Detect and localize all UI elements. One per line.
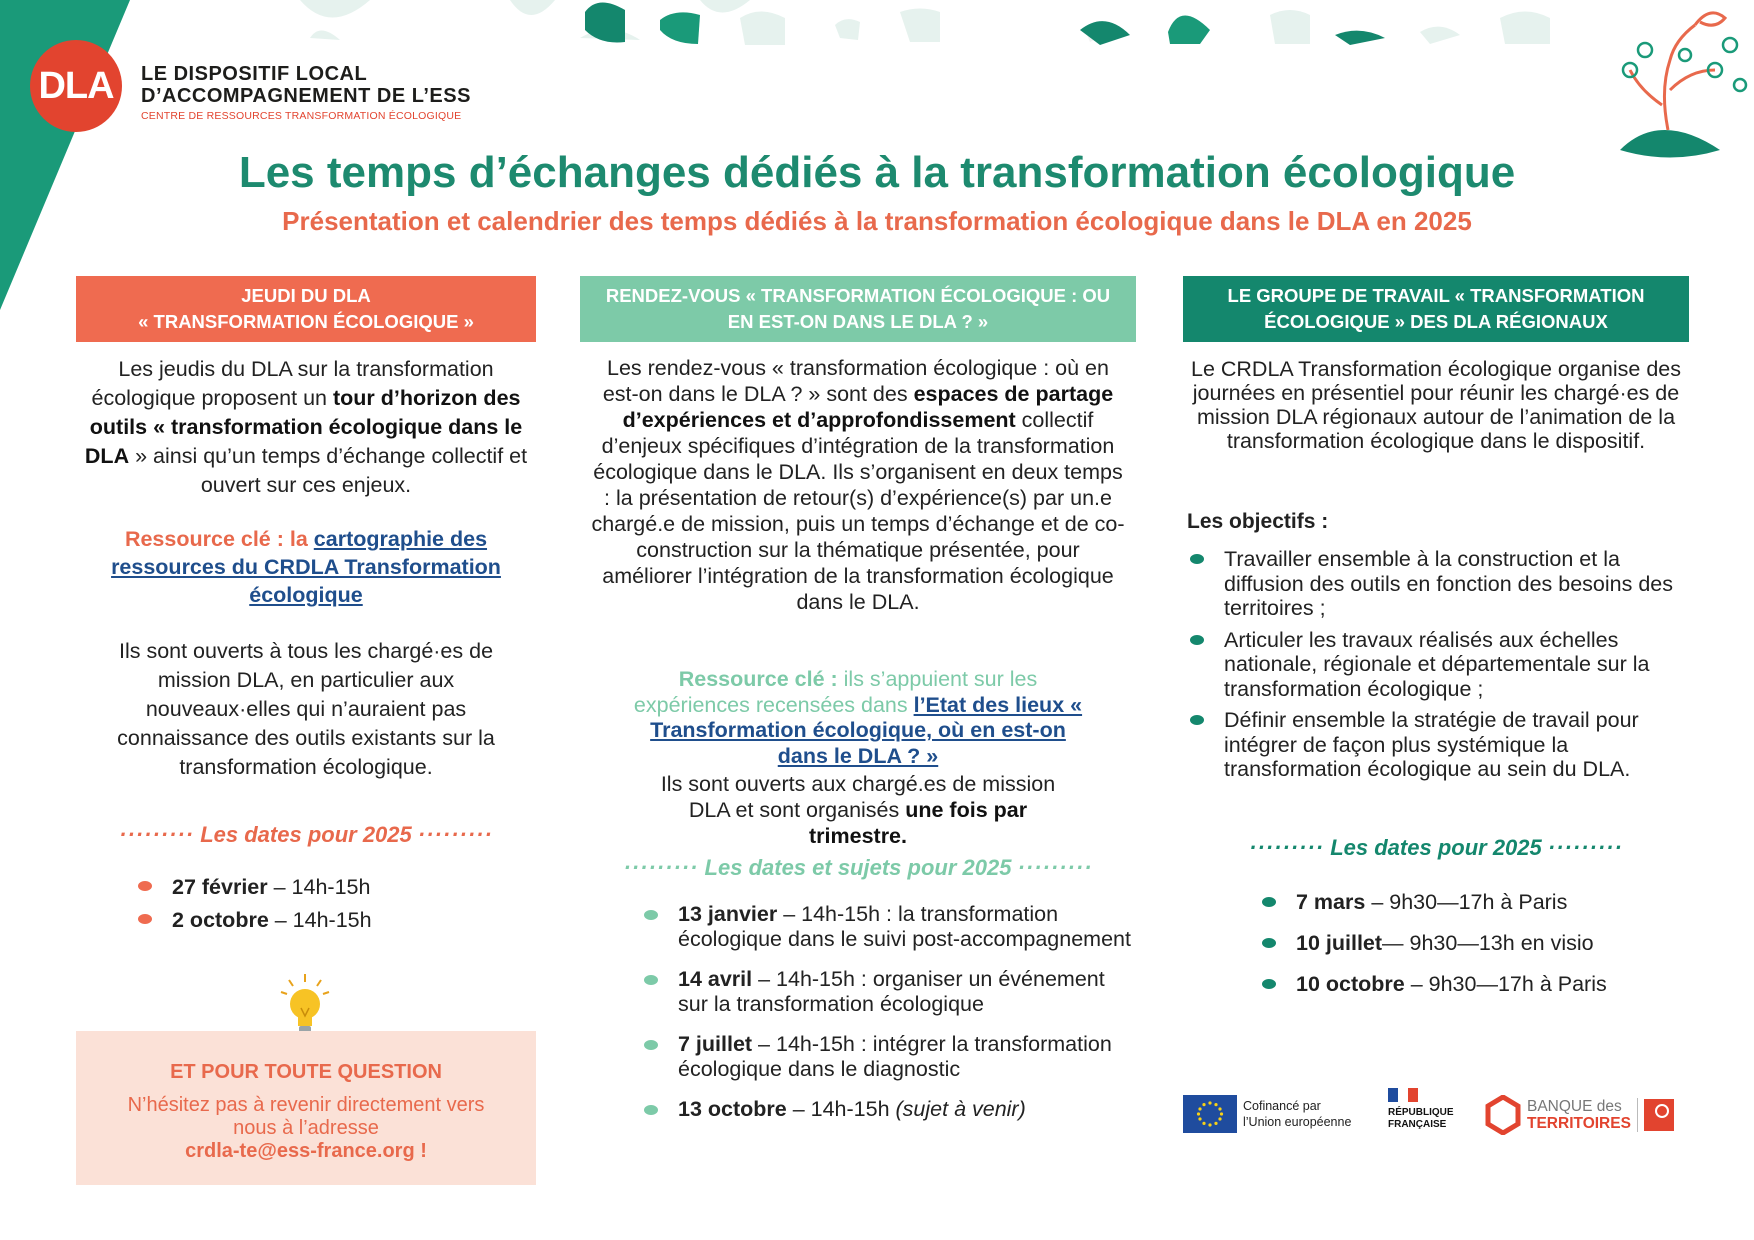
col2-intro-bold: espaces de partage d’expériences et d’approfondissement <box>622 382 1114 432</box>
list-item <box>138 871 372 904</box>
col3-header <box>1183 276 1689 342</box>
list-item <box>1262 964 1607 1005</box>
bullet-icon <box>1190 554 1204 564</box>
bullet-icon <box>644 1105 658 1115</box>
col1-header-line1: JEUDI DU DLA <box>241 285 371 306</box>
brand-line3: CENTRE DE RESSOURCES TRANSFORMATION ÉCOLOGIQUE <box>141 110 462 122</box>
col1-dates-title <box>76 822 536 848</box>
objective-text: Définir ensemble la stratégie de travail pour intégrer de façon plus systémique la transformation écologique au sein du DLA. <box>1224 708 1639 781</box>
col2-dates-title-text: Les dates et sujets pour 2025 <box>704 855 1012 880</box>
bullet-icon <box>1190 715 1204 725</box>
brand-line1: LE DISPOSITIF LOCAL <box>141 63 368 85</box>
col3-header-line2: ÉCOLOGIQUE » DES DLA RÉGIONAUX <box>1264 311 1608 332</box>
objective-text: Travailler ensemble à la construction et la diffusion des outils en fonction des besoins des territoires ; <box>1224 547 1674 620</box>
col2-resource <box>580 667 1136 769</box>
hexagon-icon <box>1485 1095 1521 1135</box>
bullet-icon <box>1262 897 1276 907</box>
eu-logo <box>1183 1095 1351 1133</box>
col2-header-line2: EN EST-ON DANS LE DLA ? » <box>727 311 989 332</box>
marianne-icon <box>1388 1088 1418 1102</box>
bdt-line1: BANQUE des <box>1527 1098 1622 1115</box>
dotted-line-right: ········· <box>1547 835 1623 860</box>
date-italic: (sujet à venir) <box>895 1097 1026 1121</box>
bullet-icon <box>1262 938 1276 948</box>
republique-francaise-logo <box>1388 1088 1468 1131</box>
question-box <box>76 1031 536 1185</box>
brand-line2: D’ACCOMPAGNEMENT DE L’ESS <box>141 85 471 107</box>
col3-header-line1: LE GROUPE DE TRAVAIL « TRANSFORMATION <box>1227 285 1645 306</box>
col1-resource <box>76 525 536 609</box>
date-rest: – 9h30—17h à Paris <box>1404 972 1607 996</box>
date-rest: – 9h30—17h à Paris <box>1365 890 1568 914</box>
col2-intro-text2: collectif d’enjeux spécifiques d’intégration de la transformation écologique dans le DLA. Ils s’organisent en deux temps : la présentation de retour(s) d’expérience(s) par un.e chargé.e de mission, puis un temps d’échange et de co-construction sur la thématique présentée, pour améliorer l’intégration de la transformation écologique dans le DLA. <box>591 408 1125 614</box>
eu-line1: Cofinancé par <box>1243 1099 1321 1113</box>
bullet-icon <box>644 975 658 985</box>
col1-intro-text: Les jeudis du DLA sur la transformation écologique proposent un <box>91 357 494 410</box>
dotted-line-left: ········· <box>119 822 195 847</box>
dla-logo: DLA <box>30 40 122 132</box>
date-rest: – 14h-15h <box>268 908 372 932</box>
list-item <box>644 1032 1134 1081</box>
caisse-des-depots-icon <box>1644 1099 1674 1131</box>
bullet-icon <box>644 910 658 920</box>
col1-dates-list <box>138 871 372 937</box>
col3-dates-title-text: Les dates pour 2025 <box>1330 835 1542 860</box>
col3-dates-list <box>1262 882 1607 1005</box>
divider <box>1637 1098 1638 1132</box>
banque-des-territoires-logo <box>1485 1095 1674 1135</box>
bullet-icon <box>138 881 152 891</box>
page-subtitle: Présentation et calendrier des temps dédiés à la transformation écologique dans le DLA en 2025 <box>282 206 1472 236</box>
date-rest: – 14h-15h : la transformation écologique dans le suivi post-accompagnement <box>678 902 1131 951</box>
date-rest: — 9h30—13h en visio <box>1382 931 1594 955</box>
col2-dates-title <box>580 855 1136 881</box>
col3-objectives-title: Les objectifs : <box>1187 510 1329 533</box>
col2-dates-list <box>644 902 1134 1122</box>
bdt-line2: TERRITOIRES <box>1527 1115 1631 1132</box>
list-item <box>1190 628 1690 702</box>
col1-audience: Ils sont ouverts à tous les chargé·es de mission DLA, en particulier aux nouveaux·elles qui n’auraient pas connaissance des outils existants sur la transformation écologique. <box>117 639 495 779</box>
date-bold: 7 mars <box>1296 890 1366 914</box>
dotted-line-left: ········· <box>1249 835 1325 860</box>
date-bold: 10 juillet <box>1296 931 1383 955</box>
col1-resource-link[interactable]: cartographie des ressources du CRDLA Transformation écologique <box>111 527 501 607</box>
decorative-leaves <box>280 0 1600 50</box>
col2-audience-text: Ils sont ouverts aux chargé.es de mission DLA et sont organisés <box>660 772 1056 822</box>
question-email[interactable]: crdla-te@ess-france.org ! <box>185 1140 427 1162</box>
page-title: Les temps d’échanges dédiés à la transformation écologique <box>238 148 1516 197</box>
question-text: N’hésitez pas à revenir directement vers nous à l’adresse <box>127 1094 485 1139</box>
objective-text: Articuler les travaux réalisés aux échelles nationale, régionale et départementale sur la transformation écologique ; <box>1224 627 1650 701</box>
col2-header-line1: RENDEZ-VOUS « TRANSFORMATION ÉCOLOGIQUE : OU <box>605 285 1111 306</box>
date-bold: 13 octobre <box>678 1097 787 1121</box>
list-item <box>1262 923 1607 964</box>
col2-intro-text: Les rendez-vous « transformation écologique : où en est-on dans le DLA ? » sont des <box>602 356 1109 406</box>
bullet-icon <box>1262 979 1276 989</box>
date-bold: 14 avril <box>678 967 753 991</box>
col2-resource-link[interactable]: l’Etat des lieux « Transformation écologique, où en est-on dans le DLA ? » <box>650 692 1083 768</box>
list-item <box>644 967 1134 1016</box>
col1-intro <box>76 355 536 500</box>
col1-intro-text2: » ainsi qu’un temps d’échange collectif et ouvert sur ces enjeux. <box>129 444 528 497</box>
col1-intro-bold: tour d’horizon des outils « transformation écologique dans le DLA <box>84 386 523 468</box>
list-item <box>1190 547 1690 621</box>
col2-resource-text: ils s’appuient sur les expériences recensées dans <box>633 667 1038 717</box>
eu-flag-icon <box>1183 1095 1237 1133</box>
bullet-icon <box>644 1040 658 1050</box>
col2-intro <box>580 355 1136 615</box>
col2-header <box>580 276 1136 342</box>
date-rest: – 14h-15h <box>267 875 371 899</box>
col1-header <box>76 276 536 342</box>
list-item <box>1190 708 1690 782</box>
col2-audience <box>580 771 1136 849</box>
dotted-line-right: ········· <box>1017 855 1093 880</box>
dotted-line-right: ········· <box>417 822 493 847</box>
plant-illustration <box>1600 0 1750 160</box>
list-item <box>138 904 372 937</box>
date-rest: – 14h-15h <box>786 1097 896 1121</box>
date-bold: 13 janvier <box>678 902 778 926</box>
rf-line2: FRANÇAISE <box>1388 1119 1447 1130</box>
list-item <box>644 1097 1134 1122</box>
date-bold: 7 juillet <box>678 1032 753 1056</box>
date-bold: 27 février <box>172 875 268 899</box>
date-rest: – 14h-15h : organiser un événement sur la transformation écologique <box>678 967 1105 1016</box>
brand-block <box>141 63 471 125</box>
question-title: ET POUR TOUTE QUESTION <box>170 1061 442 1083</box>
col3-objectives-list <box>1190 547 1690 782</box>
dotted-line-left: ········· <box>623 855 699 880</box>
col3-intro: Le CRDLA Transformation écologique organise des journées en présentiel pour réunir les chargé·es de mission DLA régionaux autour de l’animation de la transformation écologique dans le dispositif. <box>1190 357 1681 453</box>
date-bold: 2 octobre <box>172 908 269 932</box>
list-item <box>1262 882 1607 923</box>
bullet-icon <box>138 914 152 924</box>
date-rest: – 14h-15h : intégrer la transformation écologique dans le diagnostic <box>678 1032 1112 1081</box>
col3-dates-title <box>1183 835 1689 861</box>
rf-line1: RÉPUBLIQUE <box>1388 1107 1454 1118</box>
date-bold: 10 octobre <box>1296 972 1405 996</box>
bullet-icon <box>1190 635 1204 645</box>
col1-dates-title-text: Les dates pour 2025 <box>200 822 412 847</box>
eu-line2: l’Union européenne <box>1243 1115 1352 1129</box>
col2-resource-label: Ressource clé : <box>678 667 844 691</box>
col1-header-line2: « TRANSFORMATION ÉCOLOGIQUE » <box>138 311 474 332</box>
list-item <box>644 902 1134 951</box>
col2-audience-bold: une fois par trimestre. <box>809 798 1028 848</box>
col1-resource-label: Ressource clé : la <box>124 527 314 551</box>
